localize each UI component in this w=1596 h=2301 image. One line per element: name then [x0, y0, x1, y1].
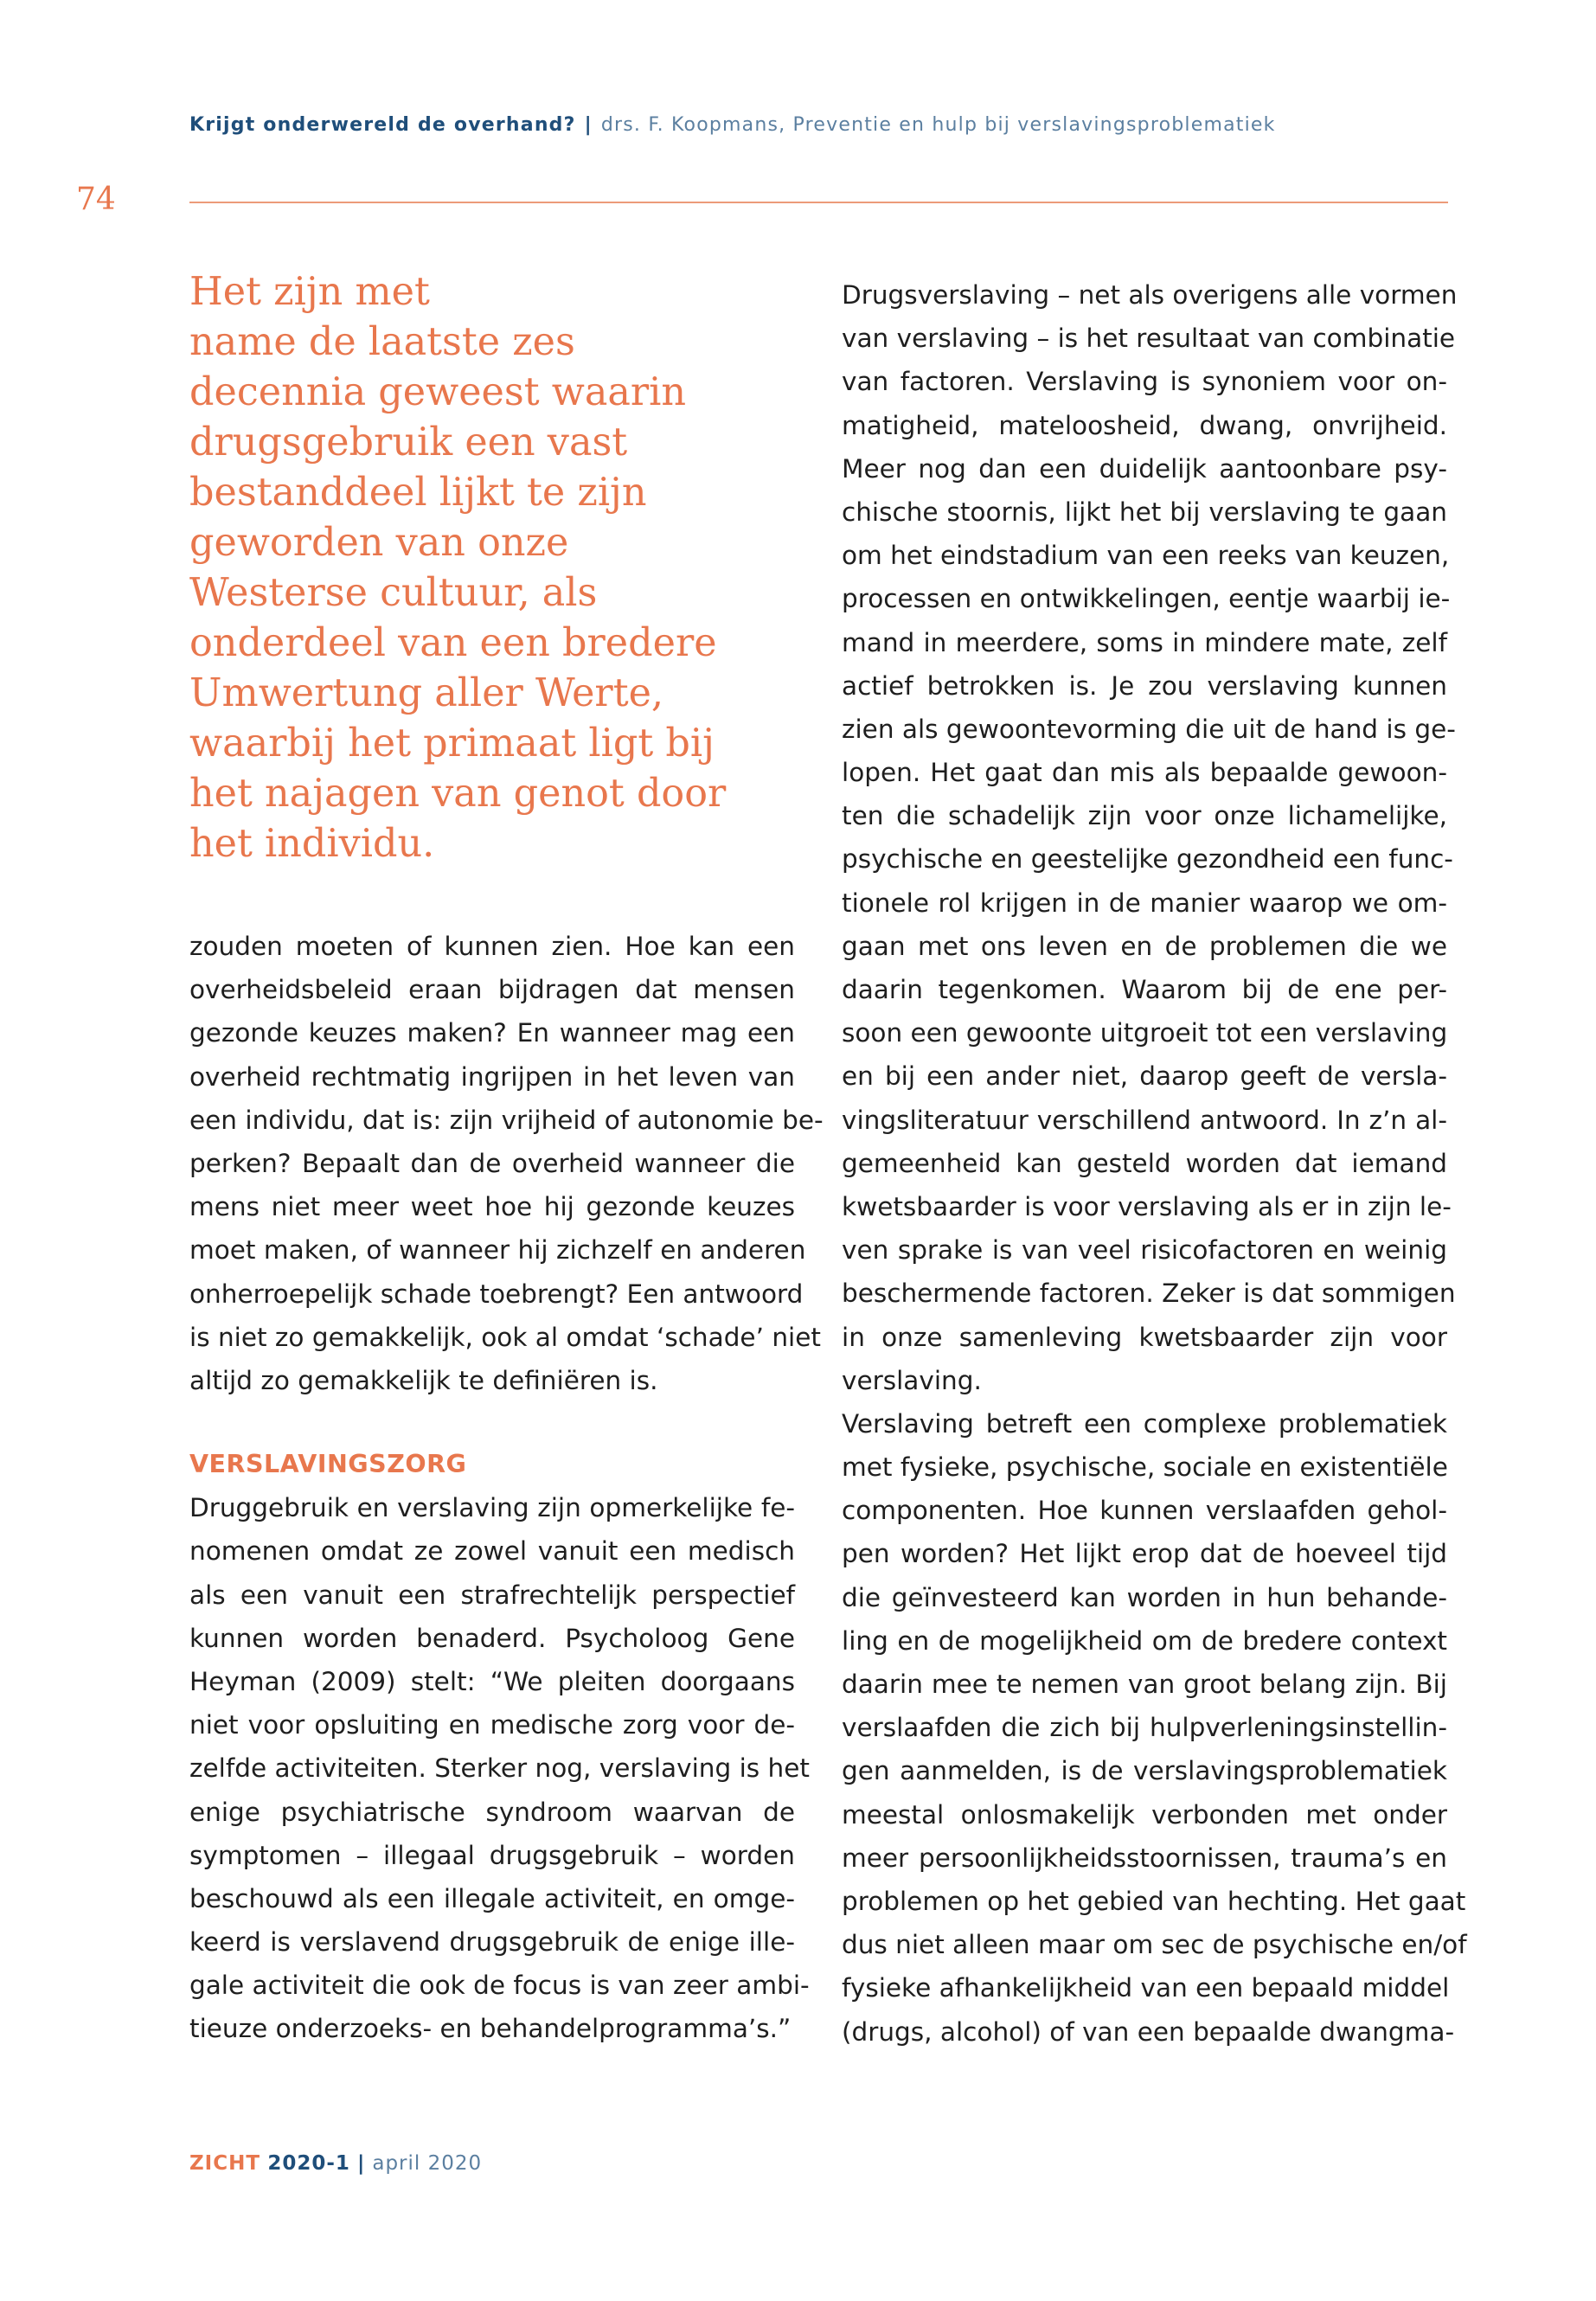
article-title: Krijgt onderwereld de overhand?: [189, 114, 576, 136]
pull-quote-line: decennia geweest waarin: [189, 370, 687, 414]
body-line: gaan met ons leven en de problemen die we: [842, 931, 1447, 961]
body-line: (drugs, alcohol) of van een bepaalde dwangma-: [842, 2016, 1455, 2047]
body-line: psychische en geestelijke gezondheid een func-: [842, 844, 1453, 875]
pull-quote-line: het najagen van genot door: [189, 772, 727, 816]
body-line: mand in meerdere, soms in mindere mate, zelf: [842, 627, 1447, 657]
body-line: zelfde activiteiten. Sterker nog, verslaving is het: [189, 1753, 810, 1784]
body-line: die geïnvesteerd kan worden in hun behande-: [842, 1582, 1447, 1612]
body-line: is niet zo gemakkelijk, ook al omdat ‘schade’ niet: [189, 1322, 821, 1352]
body-line: altijd zo gemakkelijk te definiëren is.: [189, 1365, 658, 1395]
body-line: Verslaving betreft een complexe problematiek: [842, 1408, 1447, 1439]
body-line: Meer nog dan een duidelijk aantoonbare psy-: [842, 453, 1447, 484]
section-heading: VERSLAVINGSZORG: [189, 1450, 467, 1478]
body-line: matigheid, mateloosheid, dwang, onvrijheid.: [842, 410, 1447, 440]
left-column-bottom: [189, 1443, 810, 2051]
running-header: [189, 114, 1276, 136]
body-line: beschermende factoren. Zeker is dat sommigen: [842, 1279, 1456, 1309]
body-line: meestal onlosmakelijk verbonden met onder: [842, 1799, 1447, 1830]
body-line: enige psychiatrische syndroom waarvan de: [189, 1797, 795, 1827]
body-line: en bij een ander niet, daarop geeft de versla-: [842, 1061, 1447, 1092]
body-line: lopen. Het gaat dan mis als bepaalde gewoon-: [842, 758, 1447, 788]
footer-separator: |: [356, 2152, 366, 2175]
left-column-top: [189, 925, 824, 1402]
body-line: Heyman (2009) stelt: “We pleiten doorgaans: [189, 1666, 795, 1696]
body-line: een individu, dat is: zijn vrijheid of autonomie be-: [189, 1105, 824, 1135]
pull-quote-line: Umwertung aller Werte,: [189, 671, 664, 715]
body-line: kwetsbaarder is voor verslaving als er in zijn le-: [842, 1191, 1452, 1221]
body-line: onherroepelijk schade toebrengt? Een antwoord: [189, 1279, 804, 1309]
body-line: symptomen – illegaal drugsgebruik – worden: [189, 1840, 795, 1870]
pull-quote-line: geworden van onze: [189, 521, 569, 565]
body-line: zouden moeten of kunnen zien. Hoe kan een: [189, 932, 795, 961]
right-column: [842, 273, 1467, 2054]
body-line: daarin mee te nemen van groot belang zijn. Bij: [842, 1670, 1447, 1699]
body-line: meer persoonlijkheidsstoornissen, trauma’s en: [842, 1843, 1447, 1873]
header-separator: |: [584, 114, 593, 136]
body-line: gemeenheid kan gesteld worden dat iemand: [842, 1148, 1447, 1178]
body-line: ling en de mogelijkheid om de bredere context: [842, 1625, 1447, 1656]
issue-number: 2020-1: [267, 2152, 350, 2175]
body-line: als een vanuit een strafrechtelijk perspectief: [189, 1580, 795, 1610]
pull-quote-line: Het zijn met: [189, 270, 430, 314]
body-line: soon een gewoonte uitgroeit tot een verslaving: [842, 1018, 1448, 1048]
body-line: verslaafden die zich bij hulpverleningsinstellin-: [842, 1713, 1447, 1743]
body-line: zien als gewoontevorming die uit de hand is ge-: [842, 714, 1456, 744]
pull-quote-line: bestanddeel lijkt te zijn: [189, 471, 647, 515]
body-line: ten die schadelijk zijn voor onze lichamelijke,: [842, 801, 1447, 831]
magazine-name: ZICHT: [189, 2152, 261, 2175]
running-footer: [189, 2152, 482, 2175]
pull-quote-line: name de laatste zes: [189, 320, 575, 364]
body-line: verslaving.: [842, 1365, 982, 1395]
body-line: keerd is verslavend drugsgebruik de enige ille-: [189, 1927, 795, 1958]
body-line: ven sprake is van veel risicofactoren en weinig: [842, 1235, 1447, 1266]
body-line: om het eindstadium van een reeks van keuzen,: [842, 541, 1450, 571]
body-line: tionele rol krijgen in de manier waarop we om-: [842, 888, 1447, 918]
issue-date: april 2020: [372, 2152, 483, 2175]
pull-quote-line: drugsgebruik een vast: [189, 420, 628, 465]
body-line: kunnen worden benaderd. Psycholoog Gene: [189, 1623, 795, 1653]
body-line: van factoren. Verslaving is synoniem voor on-: [842, 367, 1447, 397]
body-line: chische stoornis, lijkt het bij verslaving te gaan: [842, 497, 1447, 527]
body-line: van verslaving – is het resultaat van combinatie: [842, 324, 1456, 354]
body-line: gen aanmelden, is de verslavingsproblematiek: [842, 1756, 1447, 1786]
body-line: daarin tegenkomen. Waarom bij de ene per-: [842, 975, 1447, 1004]
body-line: nomenen omdat ze zowel vanuit een medisch: [189, 1536, 795, 1567]
body-line: moet maken, of wanneer hij zichzelf en anderen: [189, 1235, 806, 1266]
body-line: overheid rechtmatig ingrijpen in het leven van: [189, 1061, 795, 1092]
body-line: processen en ontwikkelingen, eentje waarbij ie-: [842, 584, 1451, 614]
body-line: in onze samenleving kwetsbaarder zijn voor: [842, 1322, 1447, 1352]
body-line: pen worden? Het lijkt erop dat de hoeveel tijd: [842, 1539, 1447, 1569]
header-rule: [189, 202, 1448, 203]
body-line: fysieke afhankelijkheid van een bepaald middel: [842, 1973, 1450, 2003]
body-line: niet voor opsluiting en medische zorg voor de-: [189, 1710, 795, 1740]
pull-quote-line: het individu.: [189, 822, 435, 866]
body-line: vingsliteratuur verschillend antwoord. In z’n al-: [842, 1105, 1447, 1135]
body-line: met fysieke, psychische, sociale en existentiële: [842, 1452, 1448, 1483]
body-line: overheidsbeleid eraan bijdragen dat mensen: [189, 975, 795, 1005]
body-line: problemen op het gebied van hechting. Het gaat: [842, 1886, 1466, 1916]
body-line: Drugsverslaving – net als overigens alle vormen: [842, 280, 1458, 310]
body-line: Druggebruik en verslaving zijn opmerkelijke fe-: [189, 1493, 795, 1523]
pull-quote-line: onderdeel van een bredere: [189, 621, 717, 665]
body-line: gale activiteit die ook de focus is van zeer ambi-: [189, 1971, 810, 2001]
body-line: componenten. Hoe kunnen verslaafden gehol-: [842, 1496, 1447, 1526]
page-number: 74: [76, 182, 116, 217]
body-line: actief betrokken is. Je zou verslaving kunnen: [842, 670, 1447, 701]
body-line: mens niet meer weet hoe hij gezonde keuzes: [189, 1192, 795, 1222]
pull-quote-line: waarbij het primaat ligt bij: [189, 721, 715, 766]
body-line: dus niet alleen maar om sec de psychische en/of: [842, 1930, 1467, 1960]
pull-quote: [189, 267, 812, 869]
body-line: gezonde keuzes maken? En wanneer mag een: [189, 1018, 795, 1048]
body-line: tieuze onderzoeks- en behandelprogramma’s.”: [189, 2014, 792, 2044]
pull-quote-line: Westerse cultuur, als: [189, 571, 598, 615]
body-line: beschouwd als een illegale activiteit, en omge-: [189, 1883, 795, 1913]
article-author: drs. F. Koopmans, Preventie en hulp bij verslavingsproblematiek: [600, 114, 1276, 136]
body-line: perken? Bepaalt dan de overheid wanneer die: [189, 1148, 795, 1178]
